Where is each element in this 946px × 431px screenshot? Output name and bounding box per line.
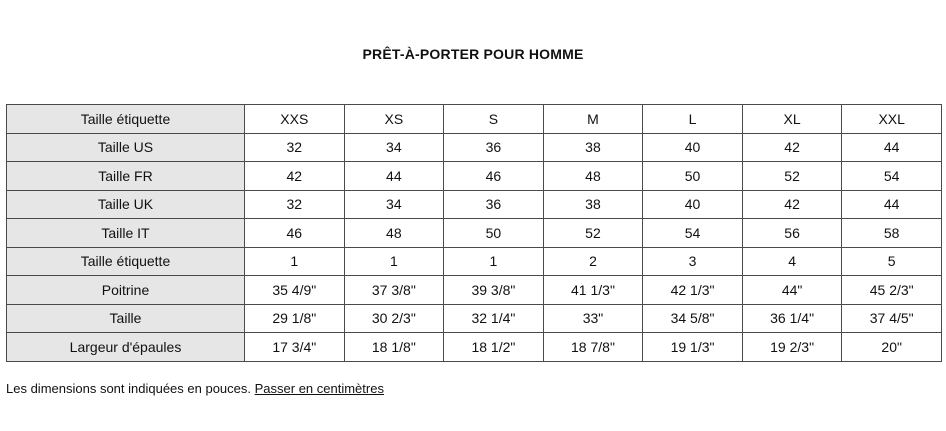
table-cell: M xyxy=(543,105,643,134)
row-label: Taille FR xyxy=(7,162,245,191)
table-cell: 32 xyxy=(245,190,345,219)
row-label: Taille UK xyxy=(7,190,245,219)
table-cell: 40 xyxy=(643,190,743,219)
table-cell: 44" xyxy=(742,276,842,305)
table-cell: 20" xyxy=(842,333,942,362)
table-cell: XXL xyxy=(842,105,942,134)
table-cell: XL xyxy=(742,105,842,134)
table-cell: 44 xyxy=(842,190,942,219)
table-cell: L xyxy=(643,105,743,134)
table-cell: 29 1/8" xyxy=(245,304,345,333)
table-cell: 56 xyxy=(742,219,842,248)
size-chart-table xyxy=(6,104,942,362)
table-cell: 1 xyxy=(245,247,345,276)
table-cell: 36 xyxy=(444,190,544,219)
table-row xyxy=(7,333,942,362)
table-cell: 42 xyxy=(742,133,842,162)
table-cell: 45 2/3" xyxy=(842,276,942,305)
table-cell: XS xyxy=(344,105,444,134)
table-cell: 50 xyxy=(444,219,544,248)
table-cell: 36 xyxy=(444,133,544,162)
page-title: PRÊT-À-PORTER POUR HOMME xyxy=(362,46,584,62)
table-cell: S xyxy=(444,105,544,134)
row-label: Taille US xyxy=(7,133,245,162)
table-row xyxy=(7,247,942,276)
table-row xyxy=(7,190,942,219)
table-cell: 42 xyxy=(245,162,345,191)
table-cell: 34 xyxy=(344,190,444,219)
table-cell: 19 1/3" xyxy=(643,333,743,362)
table-cell: 34 5/8" xyxy=(643,304,743,333)
table-cell: 32 xyxy=(245,133,345,162)
row-label: Taille IT xyxy=(7,219,245,248)
table-cell: 5 xyxy=(842,247,942,276)
table-cell: 38 xyxy=(543,133,643,162)
table-row xyxy=(7,105,942,134)
row-label: Largeur d'épaules xyxy=(7,333,245,362)
table-cell: 18 1/8" xyxy=(344,333,444,362)
table-cell: 38 xyxy=(543,190,643,219)
table-cell: 2 xyxy=(543,247,643,276)
table-cell: 44 xyxy=(344,162,444,191)
size-chart-body xyxy=(7,105,942,362)
table-cell: 30 2/3" xyxy=(344,304,444,333)
table-cell: 37 4/5" xyxy=(842,304,942,333)
table-cell: 48 xyxy=(344,219,444,248)
table-cell: 46 xyxy=(245,219,345,248)
table-cell: 18 7/8" xyxy=(543,333,643,362)
table-cell: 4 xyxy=(742,247,842,276)
table-cell: 58 xyxy=(842,219,942,248)
table-cell: 52 xyxy=(742,162,842,191)
table-cell: 54 xyxy=(842,162,942,191)
table-cell: 34 xyxy=(344,133,444,162)
row-label: Taille étiquette xyxy=(7,105,245,134)
table-cell: 32 1/4" xyxy=(444,304,544,333)
table-cell: XXS xyxy=(245,105,345,134)
table-cell: 33" xyxy=(543,304,643,333)
switch-to-centimeters-link[interactable]: Passer en centimètres xyxy=(254,381,384,396)
table-cell: 41 1/3" xyxy=(543,276,643,305)
table-cell: 35 4/9" xyxy=(245,276,345,305)
row-label: Poitrine xyxy=(7,276,245,305)
table-cell: 42 xyxy=(742,190,842,219)
table-cell: 19 2/3" xyxy=(742,333,842,362)
table-cell: 48 xyxy=(543,162,643,191)
table-cell: 1 xyxy=(444,247,544,276)
units-note: Les dimensions sont indiquées en pouces. xyxy=(6,381,251,396)
table-row xyxy=(7,133,942,162)
table-row xyxy=(7,162,942,191)
table-cell: 46 xyxy=(444,162,544,191)
row-label: Taille xyxy=(7,304,245,333)
table-cell: 50 xyxy=(643,162,743,191)
table-row xyxy=(7,304,942,333)
table-cell: 36 1/4" xyxy=(742,304,842,333)
table-cell: 39 3/8" xyxy=(444,276,544,305)
table-cell: 37 3/8" xyxy=(344,276,444,305)
table-cell: 17 3/4" xyxy=(245,333,345,362)
table-cell: 18 1/2" xyxy=(444,333,544,362)
footer-note-container xyxy=(6,381,384,396)
row-label: Taille étiquette xyxy=(7,247,245,276)
table-cell: 54 xyxy=(643,219,743,248)
table-row xyxy=(7,219,942,248)
table-cell: 42 1/3" xyxy=(643,276,743,305)
table-cell: 52 xyxy=(543,219,643,248)
table-cell: 1 xyxy=(344,247,444,276)
table-cell: 44 xyxy=(842,133,942,162)
table-cell: 3 xyxy=(643,247,743,276)
table-cell: 40 xyxy=(643,133,743,162)
table-row xyxy=(7,276,942,305)
